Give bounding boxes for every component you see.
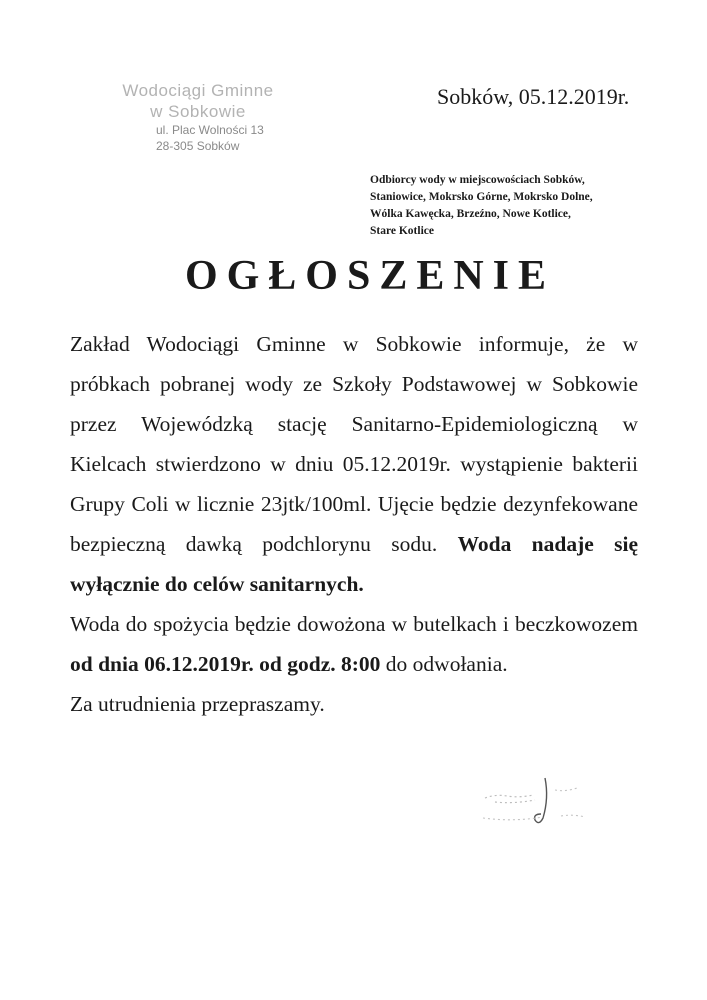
stamp-line-street: ul. Plac Wolności 13	[156, 123, 264, 137]
paragraph-apology: Za utrudnienia przepraszamy.	[70, 692, 325, 716]
delivery-start-time: od godz. 8:00	[259, 652, 381, 676]
recipients-block	[370, 172, 670, 240]
delivery-start-date: od dnia 06.12.2019r.	[70, 652, 254, 676]
announcement-body	[70, 324, 638, 724]
recipients-line: Odbiorcy wody w miejscowościach Sobków,	[370, 174, 585, 186]
stamp-line-name: Wodociągi Gminne	[122, 81, 274, 100]
delivery-until-text: do odwołania.	[385, 652, 508, 676]
delivery-text: Woda do spożycia będzie dowożona w butelkach i beczkowozem	[70, 612, 638, 636]
stamp-line-postcode: 28-305 Sobków	[156, 139, 240, 153]
signature-mark	[465, 768, 605, 838]
place-and-date: Sobków, 05.12.2019r.	[437, 84, 630, 109]
sanitary-use-only-notice: Woda nadaje się wyłącznie do celów sanitarnych.	[70, 532, 639, 596]
recipients-line: Stare Kotlice	[370, 225, 434, 237]
paragraph-water-delivery	[70, 604, 638, 684]
recipients-line: Wólka Kawęcka, Brzeźno, Nowe Kotlice,	[370, 208, 571, 220]
organization-stamp	[108, 80, 288, 154]
announcement-title: OGŁOSZENIE	[184, 253, 556, 299]
contamination-text: Zakład Wodociągi Gminne w Sobkowie informuje, że w próbkach pobranej wody ze Szkoły Podstawowej w Sobkowie przez Wojewódzką stację Sanitarno-Epidemiologiczną w Kielcach stwierdzono w dniu 05.12.2019r. wystąpienie bakterii Grupy Coli w licznie 23jtk/100ml. Ujęcie będzie dezynfekowane bezpieczną dawką podchlorynu sodu.	[70, 332, 638, 556]
paragraph-contamination-notice	[70, 324, 638, 604]
stamp-line-location: w Sobkowie	[150, 102, 246, 121]
recipients-line: Staniowice, Mokrsko Górne, Mokrsko Dolne,	[370, 191, 593, 203]
